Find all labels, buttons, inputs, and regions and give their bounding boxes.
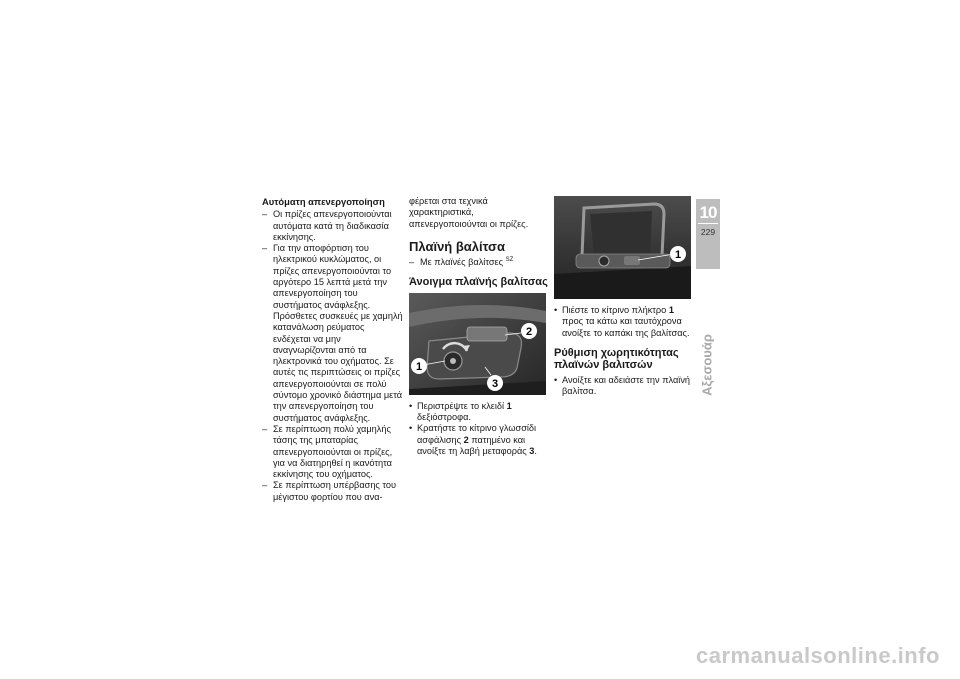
callout-ref: 1: [668, 305, 674, 315]
case-handle-illustration: [554, 196, 691, 299]
bullet-text: Κρατήστε το κίτρινο γλωσσίδι ασφάλισης: [417, 423, 537, 445]
chapter-side-label: [700, 335, 714, 395]
case-lock-illustration: [409, 293, 546, 395]
callout-ref: 2: [463, 434, 469, 445]
dash-item-4: – Σε περίπτωση υπέρβασης του μέγιστου φορτίου που ανα-: [262, 480, 404, 503]
column-2: [409, 196, 549, 457]
column-1: [262, 196, 404, 503]
photo-case-handle: [554, 196, 691, 299]
column-3: [554, 196, 694, 397]
dash-text: Με πλαϊνές βαλίτσες: [420, 256, 504, 267]
subsection-title-open-case: Άνοιγμα πλαϊνής βαλίτσας: [409, 276, 548, 289]
callout-label: 3: [491, 377, 499, 390]
dash-item-1: – Οι πρίζες απενεργοποιούνται αυτόματα κατά τη διαδικασία εκκίνησης.: [262, 209, 404, 243]
bullet-press-button: [554, 305, 694, 339]
callout-label: 1: [415, 360, 423, 373]
bullet-hold-tab: [409, 423, 549, 457]
heading-auto-deactivation: Αυτόματη απενεργοποίηση: [262, 196, 385, 207]
subsection-title-capacity: Ρύθμιση χωρητικότητας πλαϊνών βαλιτσών: [554, 346, 679, 372]
bullet-text: Πιέστε το κίτρινο πλήκτρο: [562, 305, 669, 315]
photo-case-lock: [409, 293, 546, 395]
divider: [698, 223, 718, 224]
bullet-text: προς τα κάτω και ταυτόχρονα ανοίξτε το καπάκι της βαλίτσας.: [562, 316, 690, 338]
bullet-text: .: [534, 445, 537, 456]
continuation-text: φέρεται στα τεχνικά χαρακτηριστικά, απενεργοποιούνται οι πρίζες.: [409, 196, 529, 229]
chapter-number: 10: [699, 203, 717, 222]
watermark: carmanualsonline.info: [696, 643, 940, 668]
page-number: 229: [700, 227, 716, 237]
callout-ref: 3: [529, 445, 535, 456]
chapter-label-text: Αξεσουάρ: [699, 334, 715, 396]
bullet-turn-key: [409, 401, 549, 424]
dash-side-case-option: [409, 257, 549, 268]
dash-item-3: – Σε περίπτωση πολύ χαμηλής τάσης της μπαταρίας απενεργοποιούνται οι πρίζες, για να διατηρηθεί η ικανότητα εκκίνησης του οχήματος.: [262, 424, 404, 480]
bullet-text: Περιστρέψτε το κλειδί: [417, 400, 507, 411]
bullet-text: πατημένο και ανοίξτε τη λαβή μεταφοράς: [417, 434, 530, 456]
dash-item-2: – Για την αποφόρτιση του ηλεκτρικού κυκλώματος, οι πρίζες απενεργοποιούνται το αργότερο 15 λεπτά μετά την απενεργοποίηση του συστήματος ανάφλεξης. Πρόσθετες συσκευές με χαμηλή κατανάλωση ρεύματος ενδέχεται να μην αναγνωρίζονται από τα ηλεκτρονικά του οχήματος. Σε αυτές τις περιπτώσεις οι πρίζες απενεργοποιούνται σε πολύ σύντομο χρονικό διάστημα μετά την απενεργοποίηση του συστήματος ανάφλεξης.: [262, 243, 404, 424]
section-title-side-case: Πλαϊνή βαλίτσα: [409, 238, 505, 254]
callout-label: 1: [674, 249, 682, 261]
callout-label: 2: [525, 325, 533, 338]
bullet-open-empty: • Ανοίξτε και αδειάστε την πλαϊνή βαλίτσα.: [554, 375, 694, 398]
option-superscript: SZ: [505, 256, 514, 263]
callout-ref: 1: [506, 400, 512, 411]
chapter-tab: [696, 199, 720, 269]
bullet-text: δεξιόστροφα.: [417, 411, 471, 422]
